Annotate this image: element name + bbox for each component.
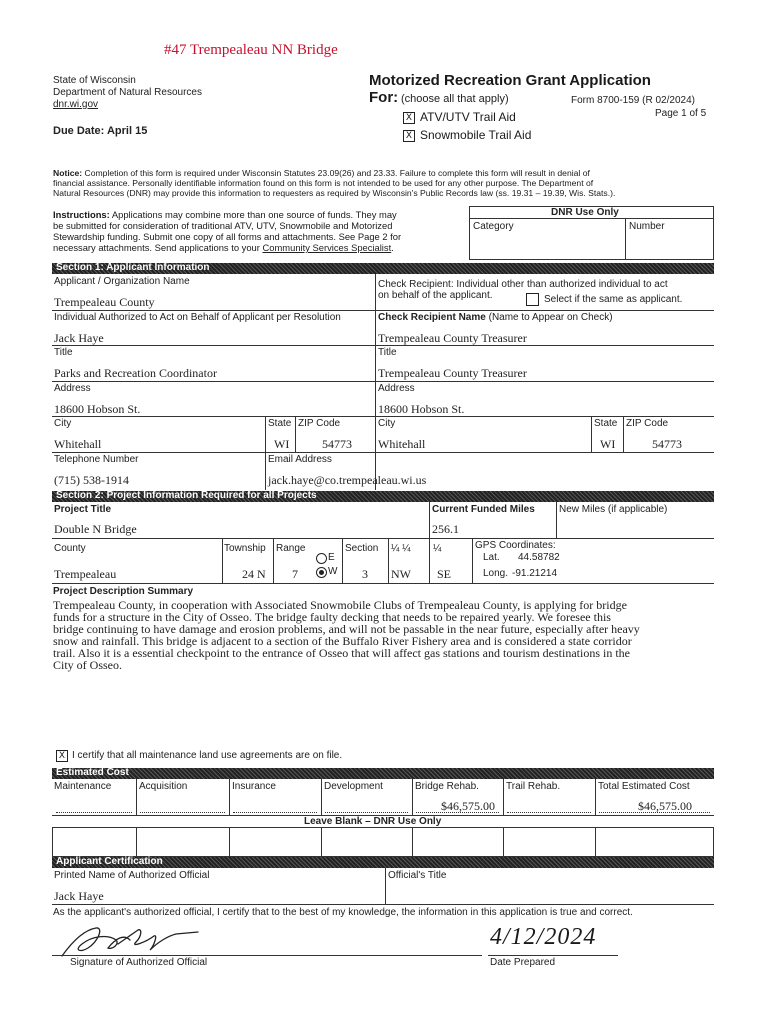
atv-label: ATV/UTV Trail Aid [420, 110, 516, 124]
authorized-individual-field[interactable]: Jack Haye [54, 331, 104, 345]
form-number: Form 8700-159 (R 02/2024) [571, 95, 695, 106]
funded-miles-field[interactable]: 256.1 [432, 522, 459, 536]
range-east-radio[interactable] [316, 553, 327, 564]
maintenance-label: I certify that all maintenance land use agreements are on file. [72, 750, 343, 761]
summary-label: Project Description Summary [53, 586, 194, 597]
recipient-check-note: Check Recipient: Individual other than authorized individual to act on behalf of the applicant. [378, 279, 668, 301]
cost-col-acquisition: Acquisition [139, 781, 188, 792]
summary-line: Trempealeau County, in cooperation with Associated Snowmobile Clubs of Trempealeau County, is applying for bridge [53, 598, 627, 612]
recipient-address-label: Address [378, 383, 415, 394]
certification-header: Applicant Certification [52, 857, 714, 868]
recipient-title-field[interactable]: Trempealeau County Treasurer [378, 366, 527, 380]
section1-header: Section 1: Applicant Information [52, 263, 714, 274]
state-field[interactable]: WI [274, 437, 290, 451]
cost-col-maintenance: Maintenance [54, 781, 112, 792]
org-name-field[interactable]: Trempealeau County [54, 295, 155, 309]
funded-miles-label: Current Funded Miles [432, 504, 535, 515]
agency-website-link[interactable]: dnr.wi.gov [53, 99, 99, 110]
gps-label: GPS Coordinates: [475, 540, 556, 551]
section2-header: Section 2: Project Information Required for all Projects [52, 491, 714, 502]
email-field[interactable]: jack.haye@co.trempealeau.wi.us [268, 473, 427, 487]
section-field[interactable]: 3 [362, 567, 368, 581]
recipient-name-field[interactable]: Trempealeau County Treasurer [378, 331, 527, 345]
cost-total-field[interactable]: $46,575.00 [638, 799, 692, 813]
form-title: Motorized Recreation Grant Application [369, 72, 651, 89]
instructions: Instructions: Applications may combine more than one source of funds. They may be submitted for consideration of traditional ATV, UTV, Snowmobile and Motorized Stewardship funding. Submit one copy of all forms and attachments. See Page 2 for necessary attachments. Send applications to your Community Services Specialist. [53, 209, 402, 253]
same-as-applicant-checkbox[interactable] [526, 293, 539, 306]
title-label: Title [54, 347, 73, 358]
for-label: For: [369, 89, 399, 106]
recipient-city-field[interactable]: Whitehall [378, 437, 426, 451]
agency-department: Department of Natural Resources [53, 87, 202, 98]
project-title-label: Project Title [54, 504, 112, 515]
cost-col-trail-rehab: Trail Rehab. [506, 781, 561, 792]
state-label: State [268, 418, 292, 429]
county-field[interactable]: Trempealeau [54, 567, 117, 581]
lat-field[interactable]: 44.58782 [518, 552, 560, 563]
dnr-number-label: Number [629, 221, 665, 232]
summary-text[interactable] [53, 599, 717, 671]
quarter-field[interactable]: SE [437, 567, 452, 581]
due-date: Due Date: April 15 [53, 125, 148, 137]
recipient-zip-label: ZIP Code [626, 418, 669, 429]
certification-statement: As the applicant's authorized official, I certify that to the best of my knowledge, the information in this application is true and correct. [53, 907, 633, 918]
range-west-radio[interactable] [316, 567, 327, 578]
phone-label: Telephone Number [54, 454, 139, 465]
long-label: Long. [483, 568, 509, 579]
recipient-name-label: Check Recipient Name (Name to Appear on Check) [378, 312, 613, 323]
address-label: Address [54, 383, 91, 394]
summary-line: City of Osseo. [53, 658, 122, 672]
lat-label: Lat. [483, 552, 500, 563]
recipient-state-field[interactable]: WI [600, 437, 616, 451]
official-title-label: Official's Title [388, 870, 447, 881]
quarter-quarter-field[interactable]: NW [391, 567, 411, 581]
city-label: City [54, 418, 72, 429]
cost-col-development: Development [324, 781, 383, 792]
same-as-applicant-label: Select if the same as applicant. [544, 294, 683, 305]
new-miles-label: New Miles (if applicable) [559, 504, 668, 515]
recipient-address-field[interactable]: 18600 Hobson St. [378, 402, 465, 416]
summary-line: trail. Also it is a essential checkpoint to the entrance of Osseo that will affect gas stations and tourism destinations in the [53, 646, 630, 660]
printed-name-label: Printed Name of Authorized Official [54, 870, 210, 881]
summary-line: snow and rainfall. This bridge is adjacent to a section of the Buffalo River Fishery area and is considered a state corridor [53, 634, 632, 648]
dnr-category-label: Category [473, 221, 514, 232]
zip-field[interactable]: 54773 [322, 437, 352, 451]
atv-checkbox[interactable]: X [403, 112, 415, 124]
township-label: Township [224, 543, 266, 554]
recipient-city-label: City [378, 418, 396, 429]
page-of: Page 1 of 5 [655, 108, 707, 119]
snowmobile-label: Snowmobile Trail Aid [420, 128, 532, 142]
cost-bridge-rehab-field[interactable]: $46,575.00 [441, 799, 495, 813]
printed-name-field[interactable]: Jack Haye [54, 889, 104, 903]
range-west-label: W [328, 566, 338, 577]
summary-line: bridge continuing to have damage and erosion problems, and will not be passable in the near future, especially after heavy [53, 622, 640, 636]
cost-col-bridge-rehab: Bridge Rehab. [415, 781, 479, 792]
section-label: Section [345, 543, 379, 554]
signature-label: Signature of Authorized Official [70, 957, 208, 968]
handwritten-stamp: #47 Trempealeau NN Bridge [164, 42, 338, 58]
quarter-quarter-label: ¼ ¼ [391, 543, 411, 554]
snowmobile-checkbox[interactable]: X [403, 130, 415, 142]
range-field[interactable]: 7 [292, 567, 298, 581]
range-label: Range [276, 543, 306, 554]
zip-label: ZIP Code [298, 418, 341, 429]
notice: Notice: Completion of this form is required under Wisconsin Statutes 23.09(26) and 23.33. Failure to complete this form will result in denial of financial assistance. Personally identifiable information found on this form is not intended to be used for any other purpose. The Department of Natural Resources (DNR) may provide this information to requesters as required by Wisconsin's Public Records law (ss. 19.31 – 19.39, Wis. Stats.). [53, 168, 616, 198]
email-label: Email Address [268, 454, 332, 465]
date-prepared-field[interactable]: 4/12/2024 [490, 924, 597, 950]
city-field[interactable]: Whitehall [54, 437, 102, 451]
summary-line: funds for a structure in the City of Osseo. The bridge faulty decking that needs to be repaired yearly. We foresee this [53, 610, 611, 624]
county-label: County [54, 543, 86, 554]
estimated-cost-header: Estimated Cost [52, 768, 714, 779]
recipient-title-label: Title [378, 347, 397, 358]
recipient-state-label: State [594, 418, 618, 429]
date-prepared-label: Date Prepared [490, 957, 556, 968]
org-name-label: Applicant / Organization Name [54, 276, 190, 287]
quarter-label: ¼ [433, 543, 442, 554]
maintenance-checkbox[interactable]: X [56, 750, 68, 762]
recipient-zip-field[interactable]: 54773 [652, 437, 682, 451]
address-field[interactable]: 18600 Hobson St. [54, 402, 141, 416]
phone-field[interactable]: (715) 538-1914 [54, 473, 129, 487]
range-east-label: E [328, 552, 335, 563]
title-field[interactable]: Parks and Recreation Coordinator [54, 366, 217, 380]
community-services-link[interactable]: Community Services Specialist [262, 242, 392, 253]
dnr-use-title: DNR Use Only [551, 207, 619, 218]
cost-col-total: Total Estimated Cost [598, 781, 690, 792]
cost-col-insurance: Insurance [232, 781, 276, 792]
for-hint: (choose all that apply) [401, 93, 509, 105]
township-field[interactable]: 24 N [242, 567, 266, 581]
leave-blank-label: Leave Blank – DNR Use Only [304, 816, 442, 827]
agency-state: State of Wisconsin [53, 75, 136, 86]
project-title-field[interactable]: Double N Bridge [54, 522, 137, 536]
authorized-individual-label: Individual Authorized to Act on Behalf of Applicant per Resolution [54, 312, 341, 323]
long-field[interactable]: -91.21214 [512, 568, 558, 579]
